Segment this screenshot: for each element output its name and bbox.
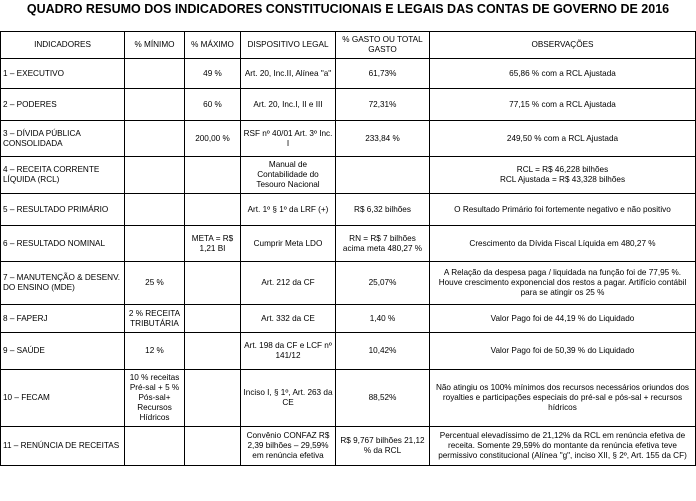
cell-dispositivo: Art. 212 da CF <box>241 262 336 305</box>
header-observacoes: OBSERVAÇÕES <box>430 32 696 59</box>
cell-observacoes: Valor Pago foi de 44,19 % do Liquidado <box>430 305 696 333</box>
cell-gasto: R$ 6,32 bilhões <box>336 194 430 226</box>
cell-gasto: R$ 9,767 bilhões 21,12 % da RCL <box>336 427 430 466</box>
cell-dispositivo: Art. 1º § 1º da LRF (+) <box>241 194 336 226</box>
cell-minimo: 12 % <box>125 333 185 370</box>
cell-observacoes: O Resultado Primário foi fortemente negativo e não positivo <box>430 194 696 226</box>
cell-observacoes: 65,86 % com a RCL Ajustada <box>430 59 696 89</box>
cell-minimo <box>125 194 185 226</box>
cell-gasto: 10,42% <box>336 333 430 370</box>
cell-minimo: 25 % <box>125 262 185 305</box>
table-row <box>1 157 696 194</box>
cell-maximo <box>185 305 241 333</box>
cell-indicador: 8 – FAPERJ <box>1 305 125 333</box>
cell-observacoes <box>430 157 696 194</box>
table-row <box>1 121 696 157</box>
cell-indicador: 2 – PODERES <box>1 89 125 121</box>
cell-observacoes: Crescimento da Dívida Fiscal Líquida em 480,27 % <box>430 226 696 262</box>
cell-dispositivo: Convênio CONFAZ R$ 2,39 bilhões – 29,59% em renúncia efetiva <box>241 427 336 466</box>
cell-minimo <box>125 157 185 194</box>
table-row <box>1 370 696 427</box>
cell-maximo <box>185 157 241 194</box>
cell-observacoes: Percentual elevadíssimo de 21,12% da RCL em renúncia efetiva de receita. Somente 29,59% do montante da renúncia efetiva teve permissivo constitucional (Alínea "g", inciso XII, § 2º, Art. 155 da CF) <box>430 427 696 466</box>
cell-minimo <box>125 89 185 121</box>
cell-dispositivo: RSF nº 40/01 Art. 3º Inc. I <box>241 121 336 157</box>
cell-indicador: 11 – RENÚNCIA DE RECEITAS <box>1 427 125 466</box>
table-row <box>1 194 696 226</box>
cell-observacoes: Valor Pago foi de 50,39 % do Liquidado <box>430 333 696 370</box>
table-row <box>1 427 696 466</box>
cell-minimo <box>125 121 185 157</box>
table-row <box>1 89 696 121</box>
cell-gasto: 88,52% <box>336 370 430 427</box>
cell-indicador: 6 – RESULTADO NOMINAL <box>1 226 125 262</box>
cell-dispositivo: Manual de Contabilidade do Tesouro Nacional <box>241 157 336 194</box>
cell-gasto: RN = R$ 7 bilhões acima meta 480,27 % <box>336 226 430 262</box>
cell-dispositivo: Cumprir Meta LDO <box>241 226 336 262</box>
cell-gasto <box>336 157 430 194</box>
cell-indicador: 1 – EXECUTIVO <box>1 59 125 89</box>
cell-observacoes: 249,50 % com a RCL Ajustada <box>430 121 696 157</box>
cell-indicador: 7 – MANUTENÇÃO & DESENV. DO ENSINO (MDE) <box>1 262 125 305</box>
table-row <box>1 262 696 305</box>
header-gasto: % GASTO OU TOTAL GASTO <box>336 32 430 59</box>
header-maximo: % MÁXIMO <box>185 32 241 59</box>
cell-maximo: 49 % <box>185 59 241 89</box>
cell-maximo <box>185 262 241 305</box>
cell-maximo <box>185 333 241 370</box>
cell-indicador: 4 – RECEITA CORRENTE LÍQUIDA (RCL) <box>1 157 125 194</box>
table-header-row <box>1 32 696 59</box>
cell-indicador: 10 – FECAM <box>1 370 125 427</box>
cell-indicador: 5 – RESULTADO PRIMÁRIO <box>1 194 125 226</box>
cell-minimo: 2 % RECEITA TRIBUTÁRIA <box>125 305 185 333</box>
obs-line-rcl: RCL = R$ 46,228 bilhões <box>516 165 609 174</box>
header-indicadores: INDICADORES <box>1 32 125 59</box>
table-row <box>1 226 696 262</box>
cell-minimo: 10 % receitas Pré-sal + 5 % Pós-sal+ Recursos Hídricos <box>125 370 185 427</box>
cell-observacoes: Não atingiu os 100% mínimos dos recursos necessários oriundos dos royalties e participações especiais do pré-sal e pós-sal + recursos hídricos <box>430 370 696 427</box>
cell-gasto: 61,73% <box>336 59 430 89</box>
cell-dispositivo: Art. 198 da CF e LCF nº 141/12 <box>241 333 336 370</box>
cell-gasto: 25,07% <box>336 262 430 305</box>
cell-minimo <box>125 427 185 466</box>
obs-line-rcl-ajustada: RCL Ajustada = R$ 43,328 bilhões <box>499 175 626 184</box>
table-row <box>1 305 696 333</box>
cell-observacoes: A Relação da despesa paga / liquidada na função foi de 77,95 %. Houve crescimento exponencial dos restos a pagar. Artifício contábil para se atingir os 25 % <box>430 262 696 305</box>
cell-gasto: 233,84 % <box>336 121 430 157</box>
cell-maximo: 200,00 % <box>185 121 241 157</box>
cell-maximo: META = R$ 1,21 BI <box>185 226 241 262</box>
table-row <box>1 333 696 370</box>
cell-gasto: 1,40 % <box>336 305 430 333</box>
page-title: QUADRO RESUMO DOS INDICADORES CONSTITUCIONAIS E LEGAIS DAS CONTAS DE GOVERNO DE 2016 <box>26 2 670 16</box>
cell-indicador: 3 – DÍVIDA PÚBLICA CONSOLIDADA <box>1 121 125 157</box>
cell-maximo: 60 % <box>185 89 241 121</box>
cell-gasto: 72,31% <box>336 89 430 121</box>
cell-maximo <box>185 194 241 226</box>
cell-dispositivo: Art. 332 da CE <box>241 305 336 333</box>
cell-dispositivo: Inciso I, § 1º, Art. 263 da CE <box>241 370 336 427</box>
cell-maximo <box>185 427 241 466</box>
indicators-table <box>0 31 696 466</box>
table-row <box>1 59 696 89</box>
header-minimo: % MÍNIMO <box>125 32 185 59</box>
cell-dispositivo: Art. 20, Inc.I, II e III <box>241 89 336 121</box>
cell-observacoes: 77,15 % com a RCL Ajustada <box>430 89 696 121</box>
cell-indicador: 9 – SAÚDE <box>1 333 125 370</box>
cell-dispositivo: Art. 20, Inc.II, Alínea "a" <box>241 59 336 89</box>
cell-minimo <box>125 59 185 89</box>
cell-maximo <box>185 370 241 427</box>
cell-minimo <box>125 226 185 262</box>
header-dispositivo: DISPOSITIVO LEGAL <box>241 32 336 59</box>
